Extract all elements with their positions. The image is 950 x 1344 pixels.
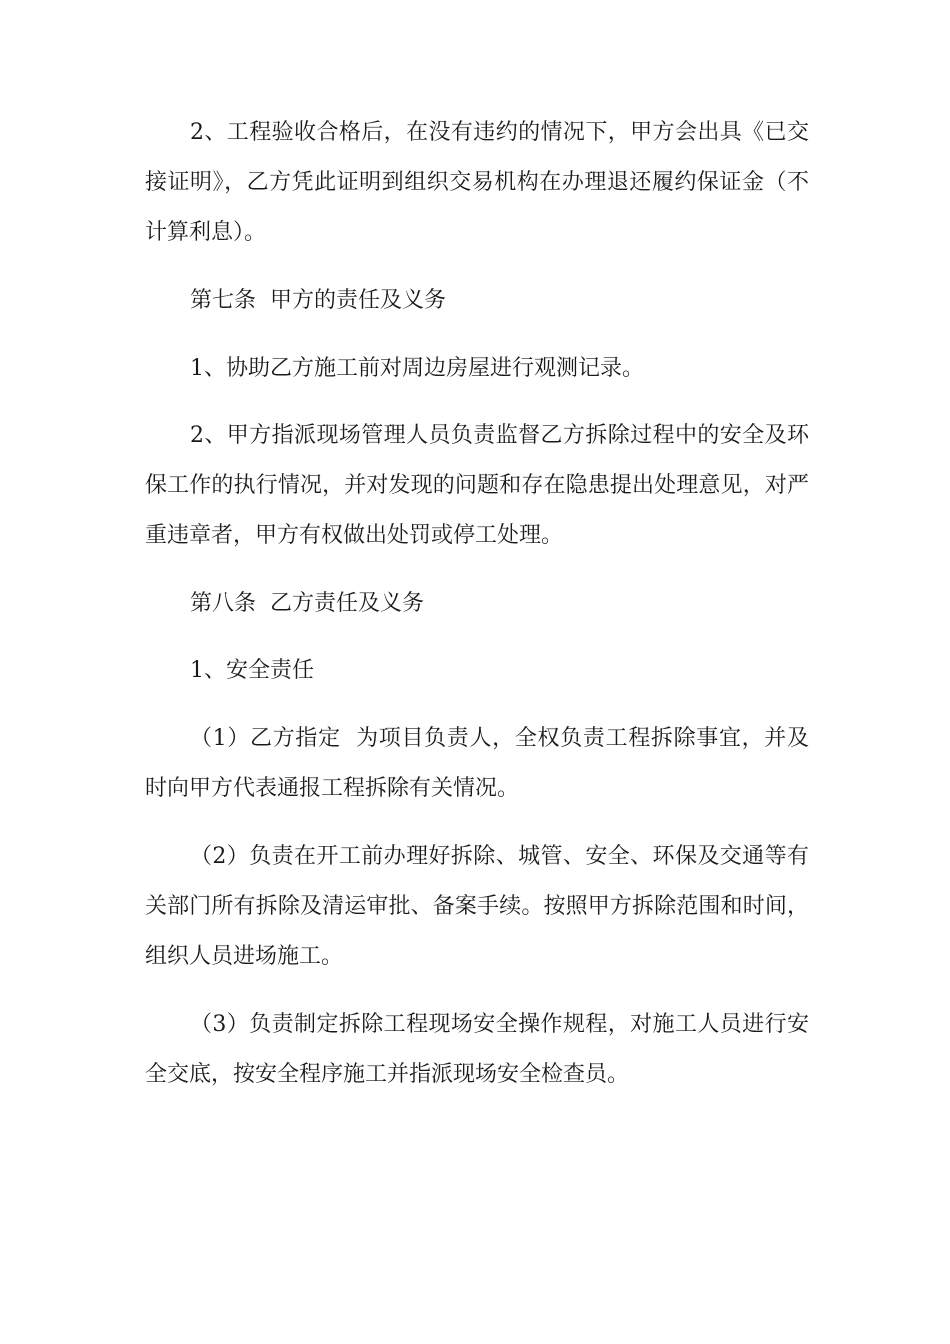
paragraph-safety-item-1: （1）乙方指定 为项目负责人，全权负责工程拆除事宜，并及时向甲方代表通报工程拆除有关情况。 <box>145 726 809 801</box>
paragraph-safety-item-2: （2）负责在开工前办理好拆除、城管、安全、环保及交通等有关部门所有拆除及清运审批、备案手续。按照甲方拆除范围和时间，组织人员进场施工。 <box>145 844 809 969</box>
paragraph-party-a-duty-1: 1、协助乙方施工前对周边房屋进行观测记录。 <box>190 356 644 381</box>
paragraph-party-a-duty-2: 2、甲方指派现场管理人员负责监督乙方拆除过程中的安全及环保工作的执行情况，并对发现的问题和存在隐患提出处理意见，对严重违章者，甲方有权做出处罚或停工处理。 <box>145 423 809 548</box>
heading-article-7: 第七条 甲方的责任及义务 <box>190 288 446 313</box>
paragraph-safety-item-3: （3）负责制定拆除工程现场安全操作规程，对施工人员进行安全交底，按安全程序施工并指派现场安全检查员。 <box>145 1012 809 1087</box>
paragraph-acceptance-deposit: 2、工程验收合格后，在没有违约的情况下，甲方会出具《已交接证明》，乙方凭此证明到组织交易机构在办理退还履约保证金（不计算利息）。 <box>145 120 809 245</box>
paragraph-safety-responsibility: 1、安全责任 <box>190 658 314 683</box>
heading-article-8: 第八条 乙方责任及义务 <box>190 591 424 616</box>
